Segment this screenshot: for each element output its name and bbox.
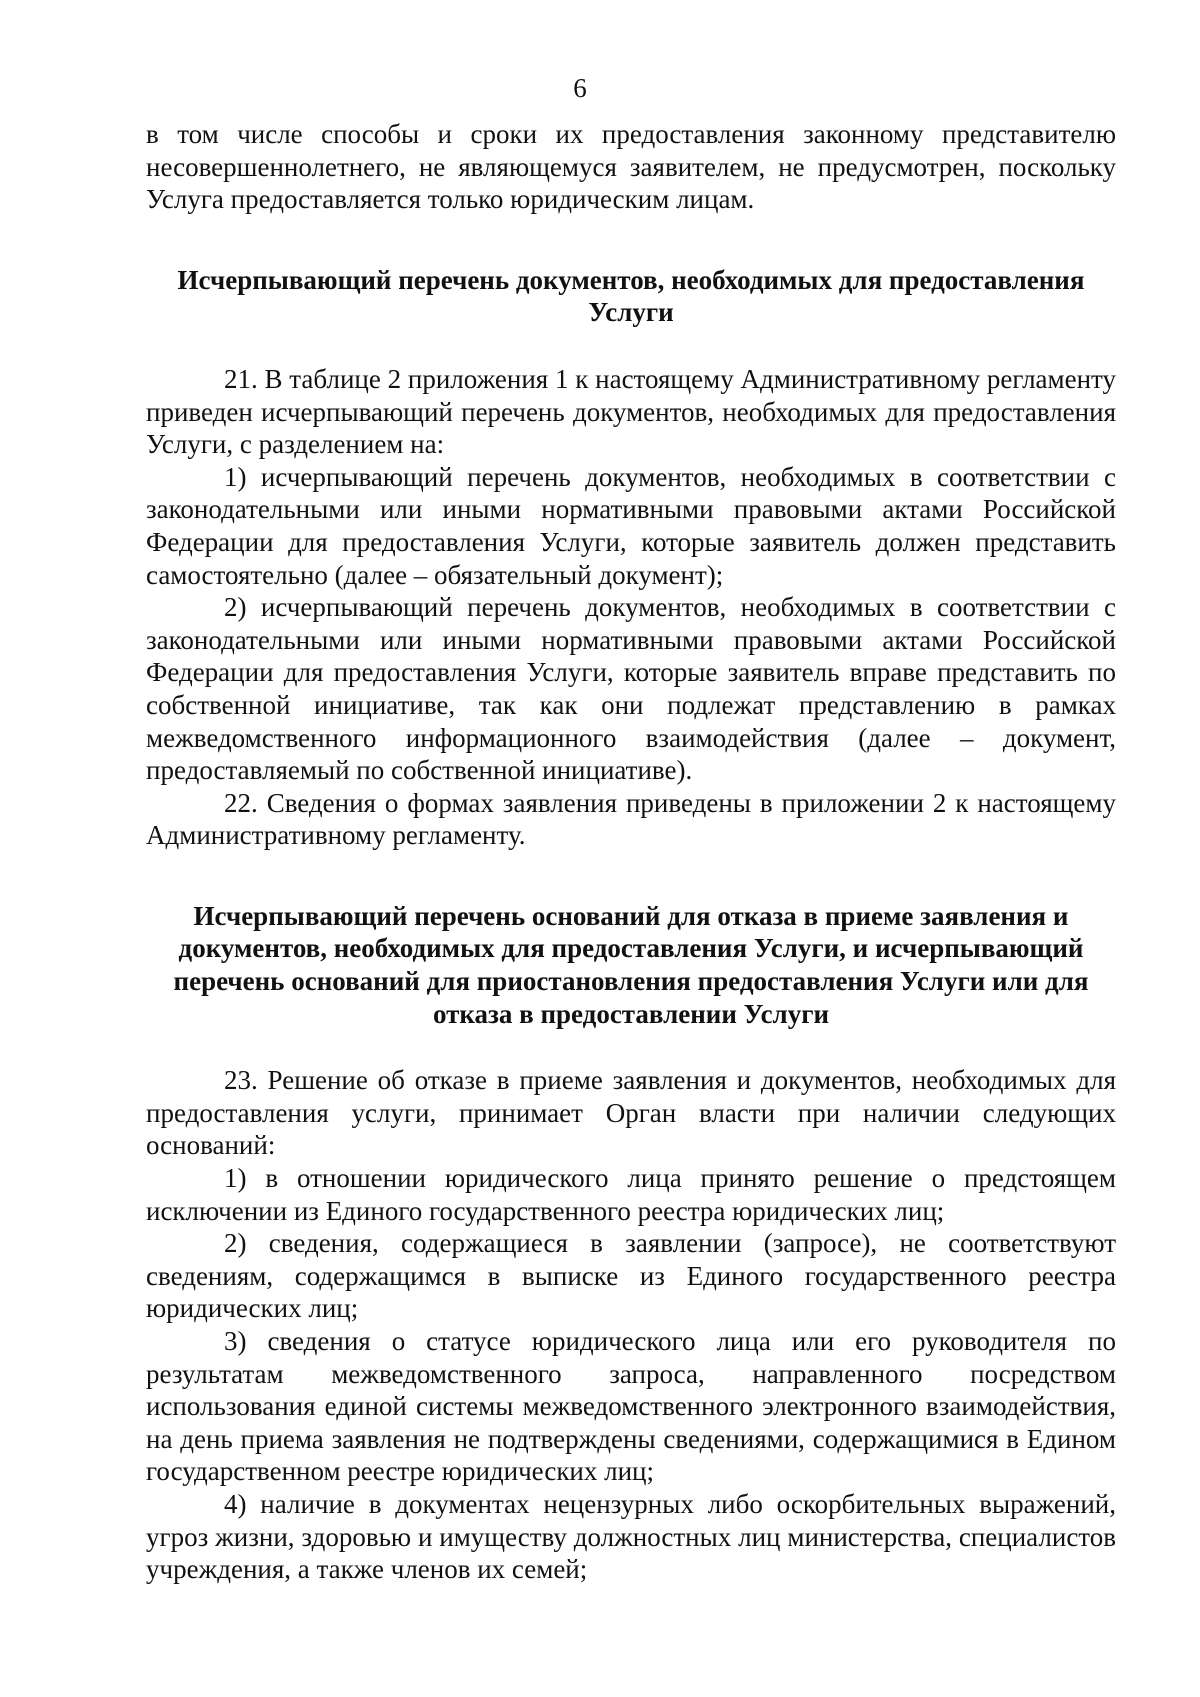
paragraph-23: 23. Решение об отказе в приеме заявления и документов, необходимых для предоставления услуги, принимает Орган власти при наличии следующих оснований: — [146, 1065, 1116, 1161]
section-heading-documents-list: Исчерпывающий перечень документов, необходимых для предоставления Услуги — [177, 264, 1085, 328]
paragraph-23-item-3: 3) сведения о статусе юридического лица или его руководителя по результатам межведомственного запроса, направленного посредством использования единой системы межведомственного электронного взаимодействия, на день приема заявления не подтверждены сведениями, содержащимися в Едином государственном реестре юридических лиц; — [146, 1326, 1116, 1487]
paragraph-23-item-2: 2) сведения, содержащиеся в заявлении (запросе), не соответствуют сведениям, содержащимся в выписке из Единого государственного реестра юридических лиц; — [146, 1228, 1116, 1324]
paragraph-intro-continuation: в том числе способы и сроки их предоставления законному представителю несовершеннолетнего, не являющемуся заявителем, не предусмотрен, поскольку Услуга предоставляется только юридическим лицам. — [146, 119, 1116, 215]
paragraph-21: 21. В таблице 2 приложения 1 к настоящему Административному регламенту приведен исчерпывающий перечень документов, необходимых для предоставления Услуги, с разделением на: — [146, 363, 1116, 460]
paragraph-22: 22. Сведения о формах заявления приведены в приложении 2 к настоящему Административному регламенту. — [146, 787, 1116, 851]
paragraph-23-item-4: 4) наличие в документах нецензурных либо оскорбительных выражений, угроз жизни, здоровью и имуществу должностных лиц министерства, специалистов учреждения, а также членов их семей; — [146, 1488, 1116, 1585]
section-heading-refusal-grounds: Исчерпывающий перечень оснований для отказа в приеме заявления и документов, необходимых для предоставления Услуги, и исчерпывающий перечень оснований для приостановления предоставления Услуги или для отказа в предоставлении Услуги — [173, 900, 1089, 1029]
paragraph-23-item-1: 1) в отношении юридического лица принято решение о предстоящем исключении из Единого государственного реестра юридических лиц; — [146, 1163, 1116, 1226]
paragraph-21-item-2: 2) исчерпывающий перечень документов, необходимых в соответствии с законодательными или иными нормативными правовыми актами Российской Федерации для предоставления Услуги, которые заявитель вправе представить по собственной инициативе, так как они подлежат представлению в рамках межведомственного информационного взаимодействия (далее – документ, предоставляемый по собственной инициативе). — [146, 592, 1116, 786]
document-body — [146, 118, 1116, 1586]
paragraph-21-item-1: 1) исчерпывающий перечень документов, необходимых в соответствии с законодательными или иными нормативными правовыми актами Российской Федерации для предоставления Услуги, которые заявитель должен представить самостоятельно (далее – обязательный документ); — [146, 461, 1116, 590]
page-number: 6 — [573, 73, 587, 103]
